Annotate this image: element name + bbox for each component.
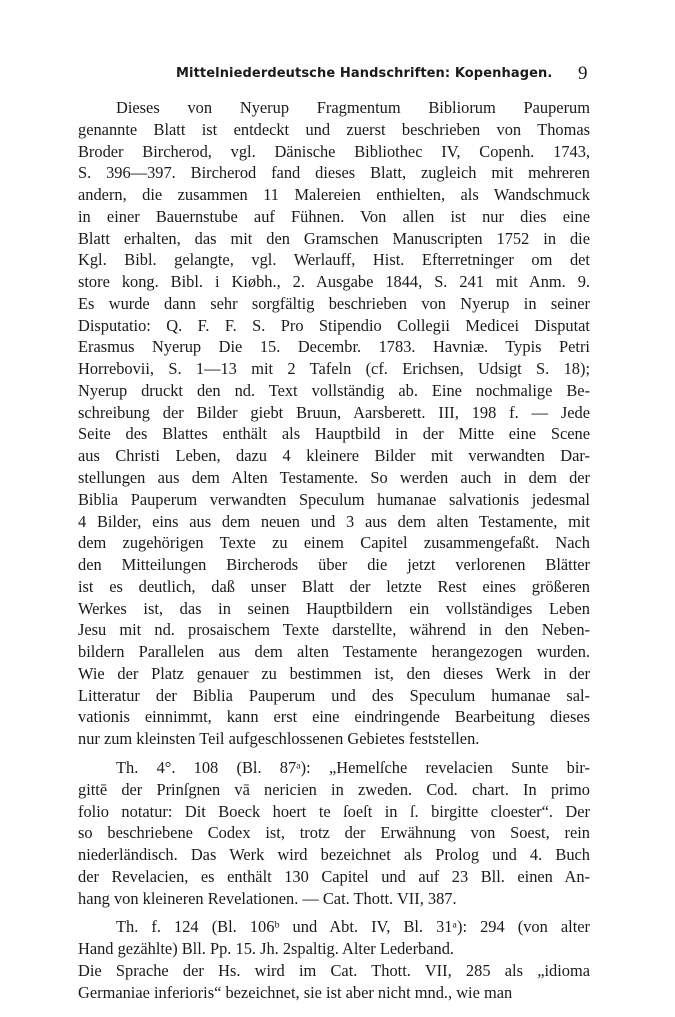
paragraph-th-f-124	[78, 916, 590, 1003]
body-text	[78, 97, 590, 1003]
text-line: in einer Bauernstube auf Fühnen. Von allen ist nur dies eine	[78, 206, 590, 226]
text-line: aus Christi Leben, dazu 4 kleinere Bilder mit verwandten Dar-	[78, 446, 590, 466]
text-line: Jesu mit nd. prosaischem Texte darstellte, während in den Neben-	[78, 620, 590, 640]
text-line: bildern Parallelen aus dem alten Testamente herangezogen wurden.	[78, 642, 590, 662]
page-header	[0, 63, 675, 87]
text-line: 4 Bilder, eins aus dem neuen und 3 aus dem alten Testamente, mit	[78, 511, 590, 531]
text-line: Es wurde dann sehr sorgfältig beschrieben von Nyerup in seiner	[78, 293, 590, 313]
text-line: gittē der Prinſgnen vā nericien in zweden. Cod. chart. In primo	[78, 779, 590, 799]
text-line: folio notatur: Dit Boeck hoert te ſoeſt in ſ. birgitte cloester“. Der	[78, 801, 590, 821]
running-title: Mittelniederdeutsche Handschriften: Kopenhagen.	[176, 66, 553, 81]
text-line: nur zum kleinsten Teil aufgeschlossenen Gebietes feststellen.	[78, 729, 480, 749]
text-line: dem zugehörigen Texte zu einem Capitel zusammengefaßt. Nach	[78, 533, 590, 553]
text-line: Wie der Platz genauer zu bestimmen ist, den dieses Werk in der	[78, 663, 590, 683]
text-line: vationis einnimmt, kann erst eine eindringende Bearbeitung dieses	[78, 707, 590, 727]
text-line: den Mitteilungen Bircherods über die jetzt verlorenen Blätter	[78, 555, 590, 575]
text-line: Die Sprache der Hs. wird im Cat. Thott. VII, 285 als „idioma	[78, 960, 590, 980]
text-line: Broder Bircherod, vgl. Dänische Bibliothec IV, Copenh. 1743,	[78, 141, 590, 161]
text-line: der Revelacien, es enthält 130 Capitel und auf 23 Bll. einen An-	[78, 866, 590, 886]
text-line: Litteratur der Biblia Pauperum und des Speculum humanae sal-	[78, 685, 590, 705]
text-line: Horrebovii, S. 1—13 mit 2 Tafeln (cf. Erichsen, Udsigt S. 18);	[78, 359, 590, 379]
page-number: 9	[578, 63, 588, 84]
text-line: Th. 4°. 108 (Bl. 87ᵃ): „Hemelſche revelacien Sunte bir-	[116, 757, 590, 777]
text-line: stellungen aus dem Alten Testamente. So werden auch in dem der	[78, 468, 590, 488]
text-line: Blatt erhalten, das mit den Gramschen Manuscripten 1752 in die	[78, 228, 590, 248]
text-line: so beschriebene Codex ist, trotz der Erwähnung von Soest, rein	[78, 823, 590, 843]
paragraph-th-4-108	[78, 757, 590, 909]
text-line: genannte Blatt ist entdeckt und zuerst beschrieben von Thomas	[78, 119, 590, 139]
text-line: S. 396—397. Bircherod fand dieses Blatt, zugleich mit mehreren	[78, 163, 590, 183]
text-line: niederländisch. Das Werk wird bezeichnet als Prolog und 4. Buch	[78, 845, 590, 865]
text-line: Nyerup druckt den nd. Text vollständig ab. Eine nochmalige Be-	[78, 380, 590, 400]
text-line: Biblia Pauperum verwandten Speculum humanae salvationis jedesmal	[78, 489, 590, 509]
text-line: schreibung der Bilder giebt Bruun, Aarsberett. III, 198 f. — Jede	[78, 402, 590, 422]
text-line: Dieses von Nyerup Fragmentum Bibliorum Pauperum	[116, 98, 590, 117]
text-line: Kgl. Bibl. gelangte, vgl. Werlauff, Hist. Efterretninger om det	[78, 250, 590, 270]
text-line: store kong. Bibl. i Kiøbh., 2. Ausgabe 1844, S. 241 mit Anm. 9.	[78, 272, 590, 292]
text-line: hang von kleineren Revelationen. — Cat. Thott. VII, 387.	[78, 888, 457, 908]
text-line: Werkes ist, das in seinen Hauptbildern ein vollständiges Leben	[78, 598, 590, 618]
text-line: Seite des Blattes enthält als Hauptbild in der Mitte eine Scene	[78, 424, 590, 444]
text-line: Hand gezählte) Bll. Pp. 15. Jh. 2spaltig. Alter Lederband.	[78, 939, 454, 959]
text-line: andern, die zusammen 11 Malereien enthielten, als Wandschmuck	[78, 185, 590, 205]
text-line: Th. f. 124 (Bl. 106ᵇ und Abt. IV, Bl. 31ᵃ): 294 (von alter	[116, 917, 590, 937]
text-line: Germaniae inferioris“ bezeichnet, sie ist aber nicht mnd., wie man	[78, 982, 513, 1002]
text-line: Erasmus Nyerup Die 15. Decembr. 1783. Havniæ. Typis Petri	[78, 337, 590, 357]
paragraph-nyerup-fragment	[78, 97, 590, 750]
text-line: ist es deutlich, daß unser Blatt der letzte Rest eines größeren	[78, 576, 590, 596]
text-line: Disputatio: Q. F. F. S. Pro Stipendio Collegii Medicei Disputat	[78, 315, 590, 335]
